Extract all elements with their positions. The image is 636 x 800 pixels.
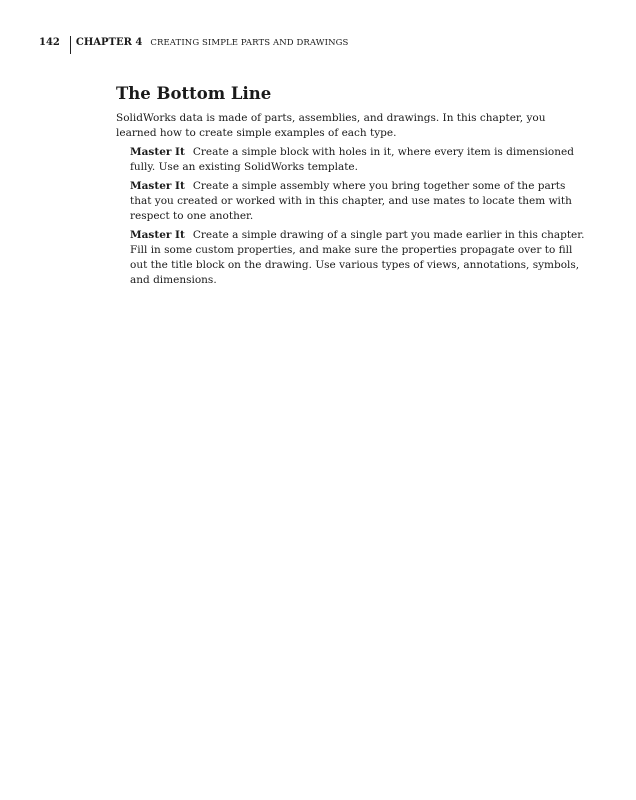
chapter-title: CREATING SIMPLE PARTS AND DRAWINGS <box>150 38 349 48</box>
master-it-text: Create a simple drawing of a single part you made earlier in this chapter. Fill in some custom properties, and make sure the properties propagate over to fill out the title block on the drawing. Use various types of views, annotations, symbols, and dimensions. <box>130 229 585 286</box>
master-it-label: Master It <box>130 146 185 158</box>
master-it-list <box>116 145 586 288</box>
header-divider <box>70 36 71 54</box>
page-number: 142 <box>39 37 60 48</box>
bottom-line-section <box>116 84 586 292</box>
section-intro: SolidWorks data is made of parts, assemblies, and drawings. In this chapter, you learned how to create simple examples of each type. <box>116 112 546 139</box>
running-header <box>39 36 348 54</box>
master-it-text: Create a simple block with holes in it, where every item is dimensioned fully. Use an existing SolidWorks template. <box>130 146 574 173</box>
master-it-label: Master It <box>130 229 185 241</box>
master-it-item <box>116 228 586 288</box>
section-title: The Bottom Line <box>116 84 272 103</box>
master-it-item <box>116 145 586 175</box>
master-it-label: Master It <box>130 180 185 192</box>
master-it-item <box>116 179 586 224</box>
chapter-label: CHAPTER 4 <box>75 37 143 48</box>
master-it-text: Create a simple assembly where you bring together some of the parts that you created or worked with in this chapter, and use mates to locate them with respect to one another. <box>130 180 572 222</box>
